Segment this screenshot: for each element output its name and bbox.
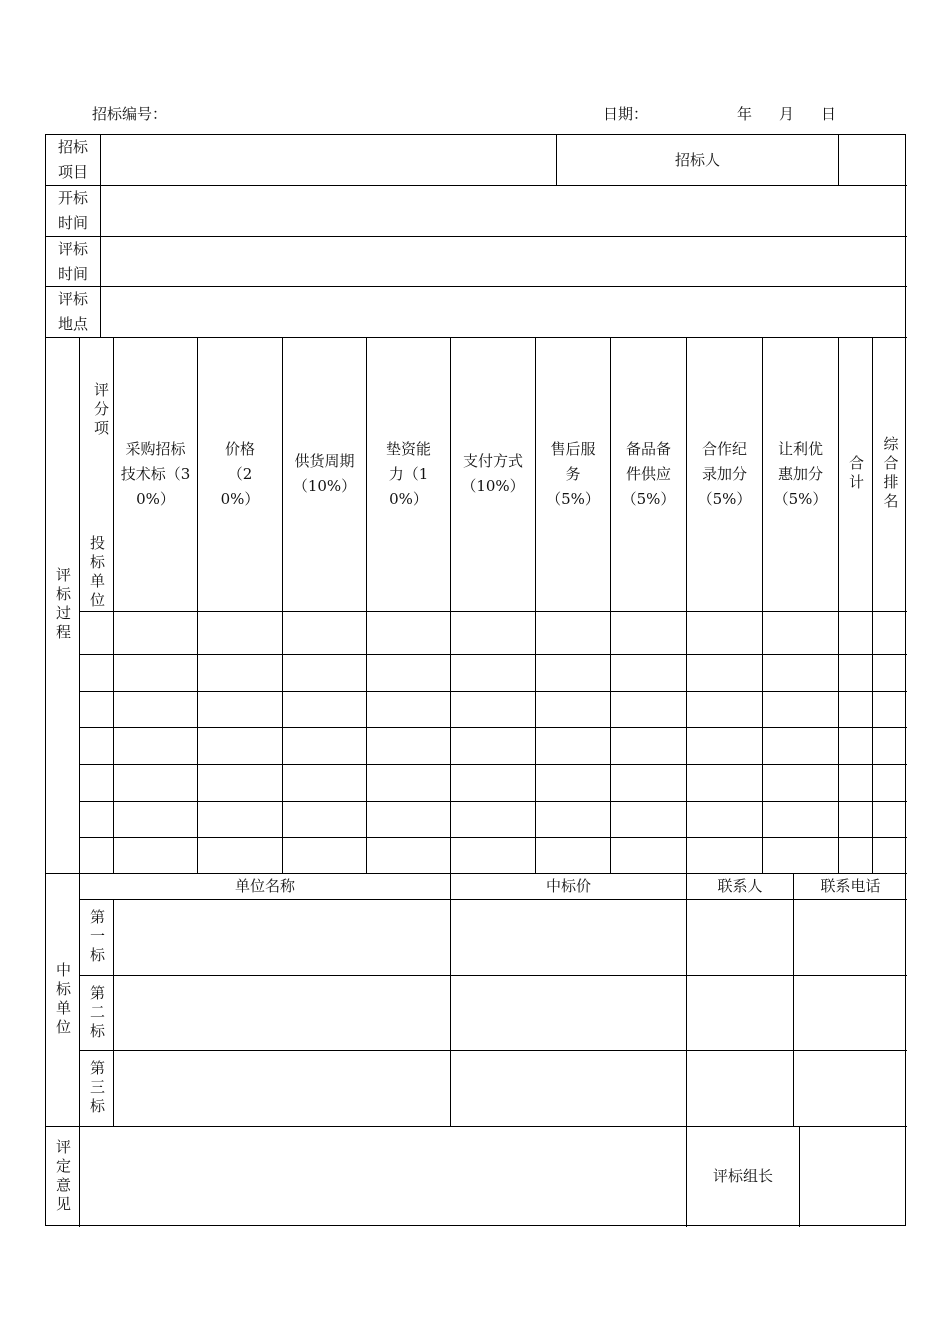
col-contact: 联系人 (717, 877, 763, 895)
eval-time-label: 评标时间 (57, 239, 88, 283)
project-label: 招标项目 (57, 138, 88, 181)
col-advance-funding: 垫资能力（10%） (385, 439, 431, 508)
col-unit-name: 单位名称 (234, 877, 295, 895)
col-cooperation: 合作纪录加分（5%） (697, 439, 752, 508)
opinion-field[interactable] (80, 1127, 686, 1226)
evaluation-form (45, 134, 906, 1226)
eval-time-field[interactable] (101, 237, 906, 286)
col-discount: 让利优惠加分（5%） (773, 439, 828, 508)
date-label: 日期： (603, 105, 649, 123)
col-winning-price: 中标价 (545, 877, 591, 895)
corner-score-items: 评分项 (92, 381, 110, 439)
leader-signature-field[interactable] (800, 1127, 906, 1226)
tenderer-field[interactable] (839, 135, 906, 185)
tenderer-label: 招标人 (674, 150, 720, 169)
col-after-sales: 售后服务（5%） (546, 439, 600, 508)
col-spare-parts: 备品备件供应（5%） (621, 439, 676, 508)
winners-label: 中标单位 (54, 962, 72, 1038)
project-field[interactable] (101, 135, 556, 185)
eval-place-label: 评标地点 (57, 290, 88, 333)
year-label: 年 (737, 105, 753, 123)
col-total: 合计 (847, 455, 865, 493)
open-time-label: 开标时间 (57, 189, 88, 232)
leader-label: 评标组长 (712, 1167, 773, 1185)
third-lot-label: 第三标 (88, 1060, 106, 1117)
eval-place-field[interactable] (101, 287, 906, 337)
col-phone: 联系电话 (820, 877, 881, 895)
month-label: 月 (779, 105, 795, 123)
col-payment: 支付方式（10%） (461, 452, 525, 495)
col-technical: 采购招标技术标（30%） (120, 439, 191, 508)
opinion-label: 评定意见 (54, 1139, 72, 1215)
first-lot-label: 第一标 (88, 909, 106, 966)
col-delivery: 供货周期（10%） (292, 452, 357, 495)
col-price: 价格（20%） (220, 439, 260, 508)
day-label: 日 (821, 105, 837, 123)
open-time-field[interactable] (101, 186, 906, 236)
process-label: 评标过程 (54, 567, 72, 643)
bid-number-label: 招标编号： (92, 105, 168, 123)
second-lot-label: 第二标 (88, 984, 106, 1042)
col-rank: 综合排名 (881, 436, 900, 512)
corner-bidders: 投标单位 (88, 535, 106, 611)
